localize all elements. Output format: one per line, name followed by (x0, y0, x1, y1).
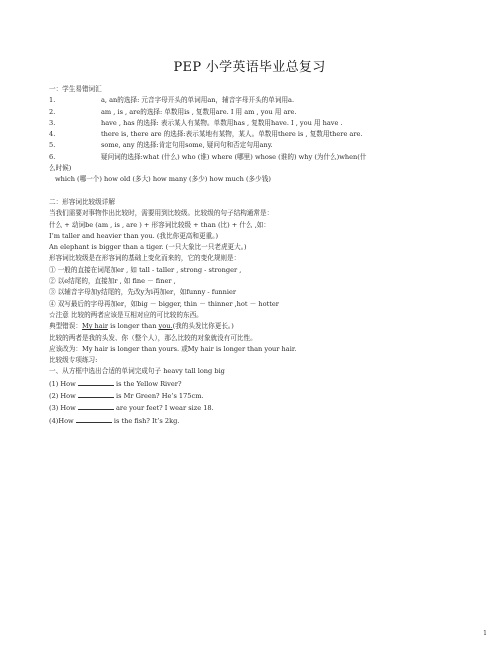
paragraph-line: 当我们需要对事物作出比较时，需要用到比较级。比较级的句子结构通常是： (49, 209, 274, 218)
item-text: some, any 的选择:肯定句用some, 疑问句和否定句用any. (101, 141, 273, 150)
paragraph-line: 什么 + 动词be (am , is , are ) + 形容词比较级 + than (比) + 什么 ,如： (49, 220, 270, 229)
list-item-continuation: which (哪一个) how old (多大) how many (多少) how much (多少钱) (55, 175, 271, 184)
item-text: 疑问词的选择:what (什么) who (谁) where (哪里) whose (谁的) why (为什么)when(什 (101, 152, 367, 161)
rule-line: ③ 以辅音字母加y结尾的，先改y为i再加er，如funny - funnier (49, 288, 237, 297)
question-suffix: are your feet? I wear size 18. (113, 404, 214, 413)
paragraph-line: An elephant is bigger than a tiger. (一只大象比一只老虎更大。) (49, 243, 247, 252)
item-text: there is, there are 的选择:表示某地有某物，某人。单数用there is , 复数用there are. (101, 130, 363, 139)
item-number: 6. (49, 152, 56, 161)
note-line: ☆注意 比较的两者应该是互相对应的可比较的东西。 (49, 310, 203, 319)
section1-heading: 一：学生易错词汇 (49, 85, 102, 93)
paragraph-line: 应该改为：My hair is longer than yours. 或My hair is longer than your hair. (49, 344, 297, 353)
question-suffix: is the fish? It’s 2kg. (111, 416, 180, 425)
underlined-text: you. (158, 322, 173, 331)
list-item (49, 129, 465, 140)
item-number: 3. (49, 118, 56, 127)
answer-blank[interactable] (76, 415, 112, 423)
section2-heading: 二：形容词比较级详解 (49, 197, 115, 206)
page-title: PEP 小学英语毕业总复习 (173, 60, 326, 75)
list-item (49, 107, 465, 118)
question-prefix: (1) How (49, 379, 78, 388)
rule-line: ④ 双写最后的字母再加er，如big － bigger, thin － thinner ,hot － hotter (49, 299, 279, 308)
answer-blank[interactable] (78, 378, 114, 386)
exercise-heading: 一、从方框中选出合适的单词完成句子 heavy tall long big (49, 367, 225, 376)
list-item (49, 152, 465, 163)
document-body (49, 84, 465, 427)
list-item (49, 95, 465, 106)
rule-line: ② 以e结尾的，直接加r , 如 fine － finer , (49, 277, 176, 286)
exercise-question (49, 415, 465, 427)
list-item (49, 140, 465, 151)
list-item (49, 118, 465, 129)
question-prefix: (2) How (49, 392, 78, 401)
exercise-question (49, 378, 465, 390)
paragraph-line: 比较的两者是我的头发、你（整个人），那么比较的对象就没有可比性。 (49, 333, 257, 342)
item-number: 4. (49, 130, 56, 139)
question-suffix: is Mr Green? He’s 175cm. (113, 392, 204, 401)
question-suffix: is the Yellow River? (113, 379, 182, 388)
exercise-question (49, 390, 465, 402)
typical-error-line (49, 321, 465, 332)
error-text: is longer than (107, 322, 159, 331)
error-label: 典型错误： (49, 322, 82, 331)
question-prefix: (4)How (49, 416, 76, 425)
paragraph-line: 形容词比较级是在形容词的基础上变化而来的，它的变化规则是： (49, 254, 241, 263)
error-translation: (我的头发比你更长。) (172, 322, 234, 331)
paragraph-line: I’m taller and heavier than you. (我比你更高和更重。) (49, 231, 219, 240)
item-number: 2. (49, 107, 56, 116)
answer-blank[interactable] (78, 390, 114, 398)
page-number: 1 (483, 630, 487, 637)
item-number: 5. (49, 141, 56, 150)
answer-blank[interactable] (78, 402, 114, 410)
item-text: a, an的选择: 元音字母开头的单词用an，辅音字母开头的单词用a. (101, 96, 295, 105)
underlined-text: My hair (81, 322, 108, 331)
question-prefix: (3) How (49, 404, 78, 413)
rule-line: ① 一般的直接在词尾加er , 如 tall - taller , strong - stronger , (49, 265, 242, 274)
list-item-continuation: 么时候) (49, 164, 72, 173)
item-number: 1. (49, 96, 56, 105)
item-text: am , is , are的选择: 单数用is , 复数用are. I 用 am , you 用 are. (101, 107, 297, 116)
paragraph-line: 比较级专项练习: (49, 356, 98, 365)
item-text: have , has 的选择: 表示某人有某物。单数用has , 复数用have. I , you 用 have . (101, 118, 343, 127)
exercise-question (49, 402, 465, 414)
